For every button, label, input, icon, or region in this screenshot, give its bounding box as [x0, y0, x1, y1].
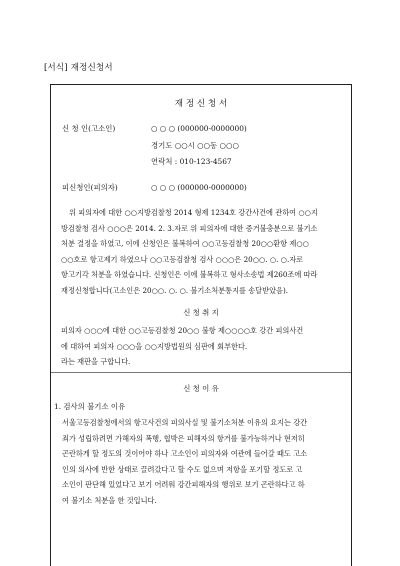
reason-line: 여 불기소 처분을 한 것입니다.: [62, 495, 157, 505]
body-line: 위 피의자에 대한 ○○지방검찰청 2014 형제 1234호 강간사건에 관하여 ○○지: [69, 208, 318, 217]
body-line: 재정신청합니다(고소인은 20○○. ○. ○. 불기소처분통지를 송달받았음).: [61, 285, 289, 295]
reason-line: 서울고등검찰청에서의 항고사건의 피의사실 및 불기소처분 이유의 요지는 강간: [62, 418, 308, 427]
defendant-name: ○ ○ ○ (000000-0000000): [151, 183, 247, 192]
body-line: ○○호로 항고제기 하였으나 ○○고등검찰청 검사 ○○○은 20○○. ○. ○.자로: [61, 254, 304, 264]
body-line: 방검찰청 검사 ○○○은 2014. 2. 3.자로 위 피의자에 대한 증거불충분으로 불기소: [61, 223, 318, 233]
form-tag: [서식] 재정신청서: [44, 63, 113, 73]
reason-line: 소인이 판단해 있었다고 보기 어려워 강간피해자의 행위로 보기 곤란하다고 하: [62, 480, 305, 489]
body-line: 항고기각 처분을 하였습니다. 신청인은 이에 불복하고 형사소송법 제260조에 따라: [61, 270, 318, 279]
purpose-heading: 신 청 취 지: [183, 308, 219, 317]
purpose-line: 에 대하여 피의자 ○○○을 ○○지방법원의 심판에 회부한다.: [61, 341, 248, 351]
reason-item-body: [62, 415, 307, 508]
body-line: 처분 결정을 하였고, 이에 신청인은 불복하여 ○○고등검찰청 20○○환항 제○○: [61, 239, 309, 248]
applicant-phone: 연락처 : 010-123-4567: [151, 157, 232, 166]
reason-item-title: 1. 검사의 불기소 이유: [54, 402, 126, 411]
reasons-heading: 신 청 이 유: [183, 384, 219, 393]
petition-form: [50, 84, 352, 566]
purpose-line: 라는 재판을 구합니다.: [61, 357, 131, 366]
applicant-label: 신 청 인(고소인): [62, 124, 116, 133]
section-divider: [51, 372, 351, 373]
applicant-name: ○ ○ ○ (000000-0000000): [151, 124, 247, 133]
applicant-address: 경기도 ○○시 ○○동 ○○○: [151, 141, 239, 150]
document-title: 재 정 신 청 서: [174, 99, 228, 109]
reason-line: 죄가 성립하려면 가해자의 폭행, 협박은 피해자의 항거를 불가능하거나 현저히: [62, 433, 305, 443]
reason-line: 곤란하게 할 정도의 것이어야 하나 고소인이 피의자와 여관에 들어갈 때도 고소: [62, 449, 308, 458]
body-paragraph: [61, 205, 318, 298]
purpose-line: 피의자 ○○○에 대한 ○○고등검찰청 20○○ 불항 제○○○○호 강간 피의사건: [61, 326, 304, 335]
defendant-label: 피신청인(피의자): [62, 183, 118, 192]
reason-line: 인의 의사에 반한 상태로 끌려갔다고 할 수도 없으며 저항을 포기할 정도로 고: [62, 464, 303, 474]
purpose-paragraph: [61, 323, 303, 370]
